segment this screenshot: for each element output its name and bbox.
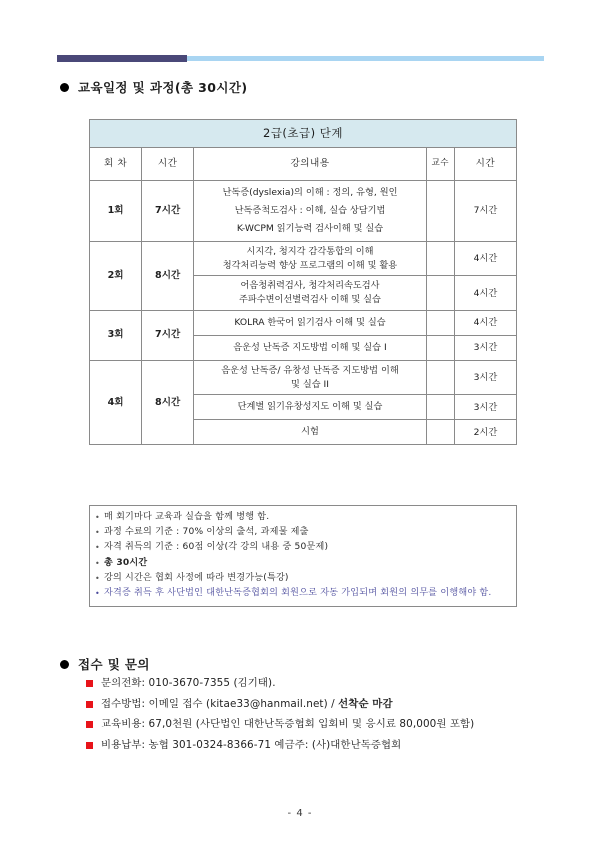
contact-section-heading <box>60 655 150 673</box>
column-header-professor: 교수 <box>426 148 454 181</box>
cell-session: 2회 <box>90 241 142 310</box>
cell-hours: 8시간 <box>142 360 194 444</box>
contact-label: 접수방법: <box>101 697 146 710</box>
contact-value: 010-3670-7355 (김기태). <box>145 677 276 689</box>
contact-label: 교육비용: <box>101 718 146 731</box>
content-line: KOLRA 한국어 읽기검사 이해 및 실습 <box>234 317 386 328</box>
content-line: 시험 <box>301 426 319 438</box>
column-header-duration: 시간 <box>454 148 516 181</box>
note-text: 자격 취득의 기준 : 60점 이상(각 강의 내용 중 50문제) <box>104 542 329 553</box>
cell-duration: 4시간 <box>454 311 516 336</box>
contact-item <box>86 697 556 711</box>
schedule-table-head <box>90 120 517 181</box>
content-line: 난독증척도검사 : 이해, 실습 상담기법 <box>234 204 386 216</box>
cell-content <box>194 181 427 242</box>
table-title-cell: 2급(초급) 단계 <box>90 120 517 148</box>
contact-item <box>86 717 556 731</box>
column-header-content: 강의내용 <box>194 148 427 181</box>
schedule-section-heading <box>60 78 247 96</box>
note-line <box>95 556 511 571</box>
cell-content <box>194 276 427 311</box>
cell-content <box>194 395 427 420</box>
square-bullet-icon <box>86 721 93 728</box>
contact-text <box>101 697 556 711</box>
notes-box <box>89 505 517 607</box>
contact-label: 비용납부: <box>101 738 146 751</box>
note-bullet-icon: • <box>95 543 100 553</box>
contact-emphasis: 선착순 마감 <box>338 697 393 710</box>
cell-professor <box>426 395 454 420</box>
note-text: 총 30시간 <box>104 557 148 568</box>
header-rule-dark-segment <box>57 55 187 62</box>
content-line: 단계별 읽기유창성지도 이해 및 실습 <box>237 401 383 413</box>
content-line: K-WCPM 읽기능력 검사이해 및 실습 <box>236 222 384 234</box>
note-bullet-icon: • <box>95 528 100 538</box>
disc-bullet-icon <box>60 83 69 92</box>
disc-bullet-icon <box>60 660 69 669</box>
cell-duration: 2시간 <box>454 420 516 445</box>
table-row <box>90 311 517 336</box>
cell-duration: 3시간 <box>454 335 516 360</box>
note-line <box>95 525 511 540</box>
cell-duration: 4시간 <box>454 241 516 276</box>
cell-duration: 3시간 <box>454 360 516 395</box>
note-bullet-icon: • <box>95 513 100 522</box>
contact-heading-text: 접수 및 문의 <box>78 657 150 672</box>
cell-professor <box>426 241 454 276</box>
page-number: - 4 - <box>287 808 313 819</box>
cell-professor <box>426 311 454 336</box>
cell-content <box>194 420 427 445</box>
note-text: 자격증 취득 후 사단법인 대한난독증협회의 회원으로 자동 가입되며 회원의 의무를 이행해야 함. <box>104 587 492 598</box>
note-text: 강의 시간은 협회 사정에 따라 변경가능(특강) <box>104 572 289 583</box>
note-bullet-icon: • <box>95 588 100 598</box>
cell-duration: 3시간 <box>454 395 516 420</box>
note-bullet-icon: • <box>95 573 100 583</box>
table-row <box>90 241 517 276</box>
column-header-session: 회 차 <box>90 148 142 181</box>
content-line: 난독증(dyslexia)의 이해 : 정의, 유형, 원인 <box>222 187 398 198</box>
cell-hours: 7시간 <box>142 181 194 242</box>
cell-professor <box>426 420 454 445</box>
note-line <box>95 571 511 586</box>
content-line: 음운성 난독증 지도방법 이해 및 실습 I <box>233 341 387 353</box>
content-line: 음운성 난독증/ 유창성 난독증 지도방법 이해 <box>221 364 399 376</box>
cell-professor <box>426 276 454 311</box>
content-line: 및 실습 II <box>291 378 329 390</box>
table-row <box>90 181 517 242</box>
square-bullet-icon <box>86 701 93 708</box>
cell-duration: 7시간 <box>454 181 516 242</box>
note-text: 매 회기마다 교육과 실습을 함께 병행 함. <box>104 512 270 522</box>
note-line <box>95 586 511 601</box>
contact-text <box>101 738 556 752</box>
cell-session: 1회 <box>90 181 142 242</box>
content-line: 주파수변이선별력검사 이해 및 실습 <box>239 294 381 306</box>
contact-value: 이메일 접수 (kitae33@hanmail.net) / <box>145 697 339 710</box>
content-line: 청각처리능력 향상 프로그램의 이해 및 활용 <box>222 259 398 271</box>
column-header-hours: 시간 <box>142 148 194 181</box>
cell-content <box>194 241 427 276</box>
content-line: 어음청취력검사, 청각처리속도검사 <box>240 280 380 292</box>
table-title-row <box>90 120 517 148</box>
square-bullet-icon <box>86 742 93 749</box>
cell-content <box>194 360 427 395</box>
cell-hours: 8시간 <box>142 241 194 310</box>
schedule-table <box>89 119 517 445</box>
schedule-heading-text: 교육일정 및 과정(총 30시간) <box>78 80 248 95</box>
note-text: 과정 수료의 기준 : 70% 이상의 출석, 과제물 제출 <box>104 527 309 538</box>
cell-professor <box>426 335 454 360</box>
cell-content <box>194 311 427 336</box>
contact-item <box>86 676 556 690</box>
table-row <box>90 360 517 395</box>
contact-label: 문의전화: <box>101 677 146 689</box>
schedule-table-body <box>90 181 517 445</box>
note-line <box>95 510 511 525</box>
square-bullet-icon <box>86 680 93 687</box>
contact-text <box>101 717 556 731</box>
cell-professor <box>426 181 454 242</box>
cell-hours: 7시간 <box>142 311 194 361</box>
content-line: 시지각, 청지각 감각통합의 이해 <box>246 245 374 257</box>
contact-value: 농협 301-0324-8366-71 예금주: (사)대한난독증협회 <box>145 738 402 751</box>
cell-session: 3회 <box>90 311 142 361</box>
header-rule-light-segment <box>187 56 544 61</box>
note-line <box>95 540 511 555</box>
cell-professor <box>426 360 454 395</box>
contact-text <box>101 676 556 690</box>
contact-value: 67,0천원 (사단법인 대한난독증협회 입회비 및 응시료 80,000원 포함) <box>145 718 475 731</box>
cell-content <box>194 335 427 360</box>
header-rule <box>57 53 544 64</box>
contact-item <box>86 738 556 752</box>
cell-duration: 4시간 <box>454 276 516 311</box>
note-bullet-icon: • <box>95 558 100 568</box>
contact-list <box>86 676 556 758</box>
cell-session: 4회 <box>90 360 142 444</box>
table-column-header-row <box>90 148 517 181</box>
